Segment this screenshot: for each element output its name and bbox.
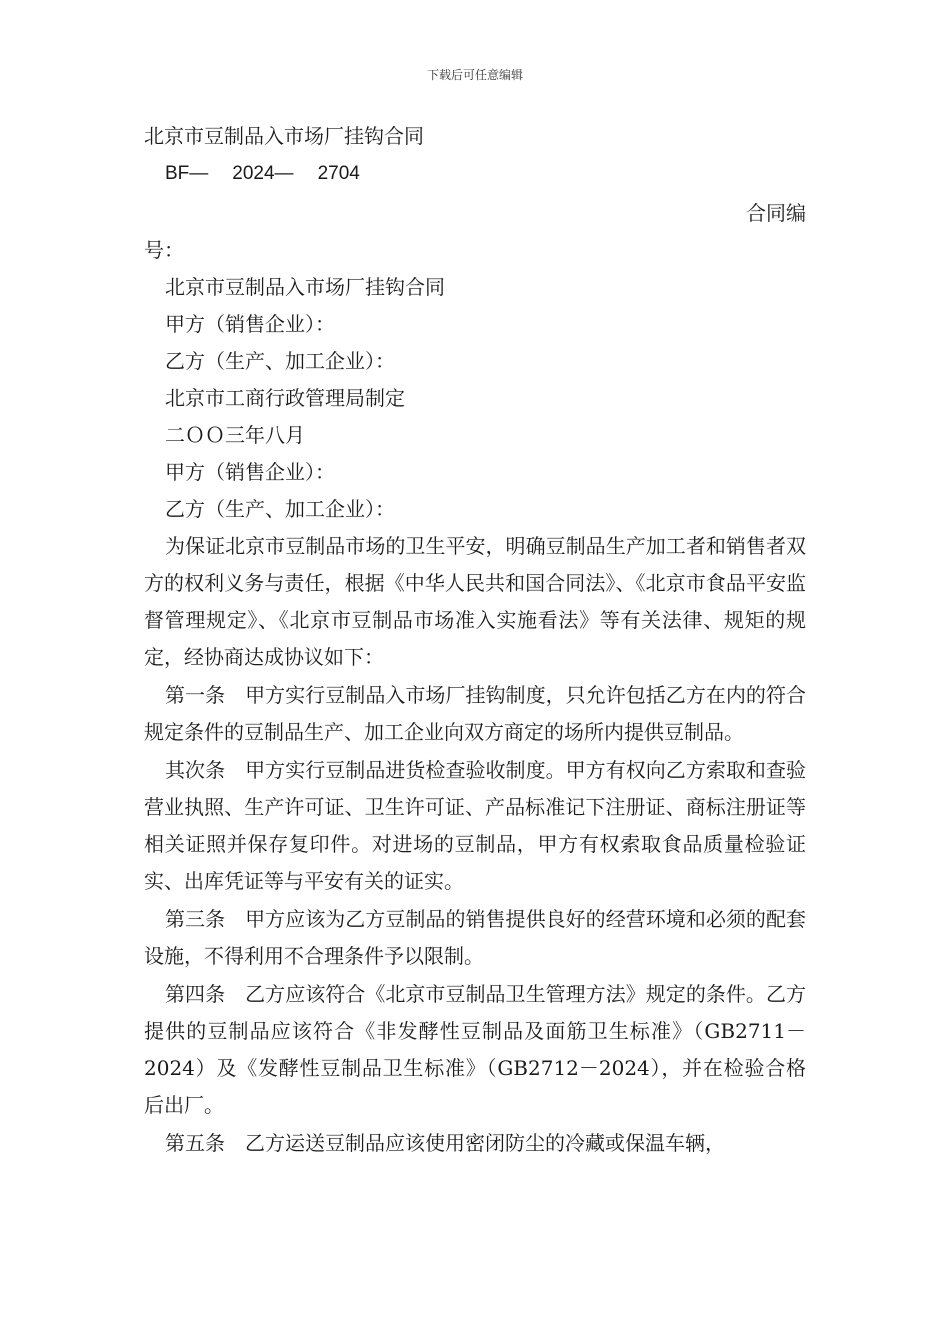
party-a-line: 甲方（销售企业）：	[165, 312, 335, 336]
article-5-paragraph: 第五条 乙方运送豆制品应该使用密闭防尘的冷藏或保温车辆，	[165, 1131, 725, 1155]
contract-code-number: 2704	[317, 163, 360, 184]
document-title: 北京市豆制品入市场厂挂钩合同	[144, 124, 424, 148]
header-note: 下载后可任意编辑	[426, 68, 523, 82]
article-1-paragraph: 第一条 甲方实行豆制品入市场厂挂钩制度，只允许包括乙方在内的符合规定条件的豆制品生产、加工企业向双方商定的场所内提供豆制品。	[144, 683, 806, 744]
contract-no-label-end: 号：	[144, 238, 184, 262]
party-b-line: 乙方（生产、加工企业）：	[165, 349, 395, 373]
document-body	[144, 118, 806, 1163]
contract-code-prefix: BF—	[165, 163, 209, 184]
issuer-line: 北京市工商行政管理局制定	[165, 386, 405, 410]
cover-title: 北京市豆制品入市场厂挂钩合同	[165, 275, 445, 299]
contract-code	[144, 155, 806, 192]
party-b-line-2: 乙方（生产、加工企业）：	[165, 497, 395, 521]
contract-no-label: 合同编	[746, 201, 806, 225]
article-4-paragraph: 第四条 乙方应该符合《北京市豆制品卫生管理方法》规定的条件。乙方提供的豆制品应该符合《非发酵性豆制品及面筋卫生标准》（GB2711－2024）及《发酵性豆制品卫生标准》（GB2712－2024），并在检验合格后出厂。	[144, 982, 806, 1117]
article-3-paragraph: 第三条 甲方应该为乙方豆制品的销售提供良好的经营环境和必须的配套设施，不得利用不合理条件予以限制。	[144, 907, 806, 968]
date-line: 二ＯＯ三年八月	[165, 423, 305, 447]
party-a-line-2: 甲方（销售企业）：	[165, 460, 335, 484]
preamble-paragraph: 为保证北京市豆制品市场的卫生平安，明确豆制品生产加工者和销售者双方的权利义务与责任，根据《中华人民共和国合同法》、《北京市食品平安监督管理规定》、《北京市豆制品市场准入实施看法》等有关法律、规矩的规定，经协商达成协议如下：	[144, 534, 806, 669]
article-2-paragraph: 其次条 甲方实行豆制品进货检查验收制度。甲方有权向乙方索取和查验营业执照、生产许可证、卫生许可证、产品标准记下注册证、商标注册证等相关证照并保存复印件。对进场的豆制品，甲方有权索取食品质量检验证实、出库凭证等与平安有关的证实。	[144, 758, 806, 893]
contract-code-year: 2024—	[232, 163, 294, 184]
